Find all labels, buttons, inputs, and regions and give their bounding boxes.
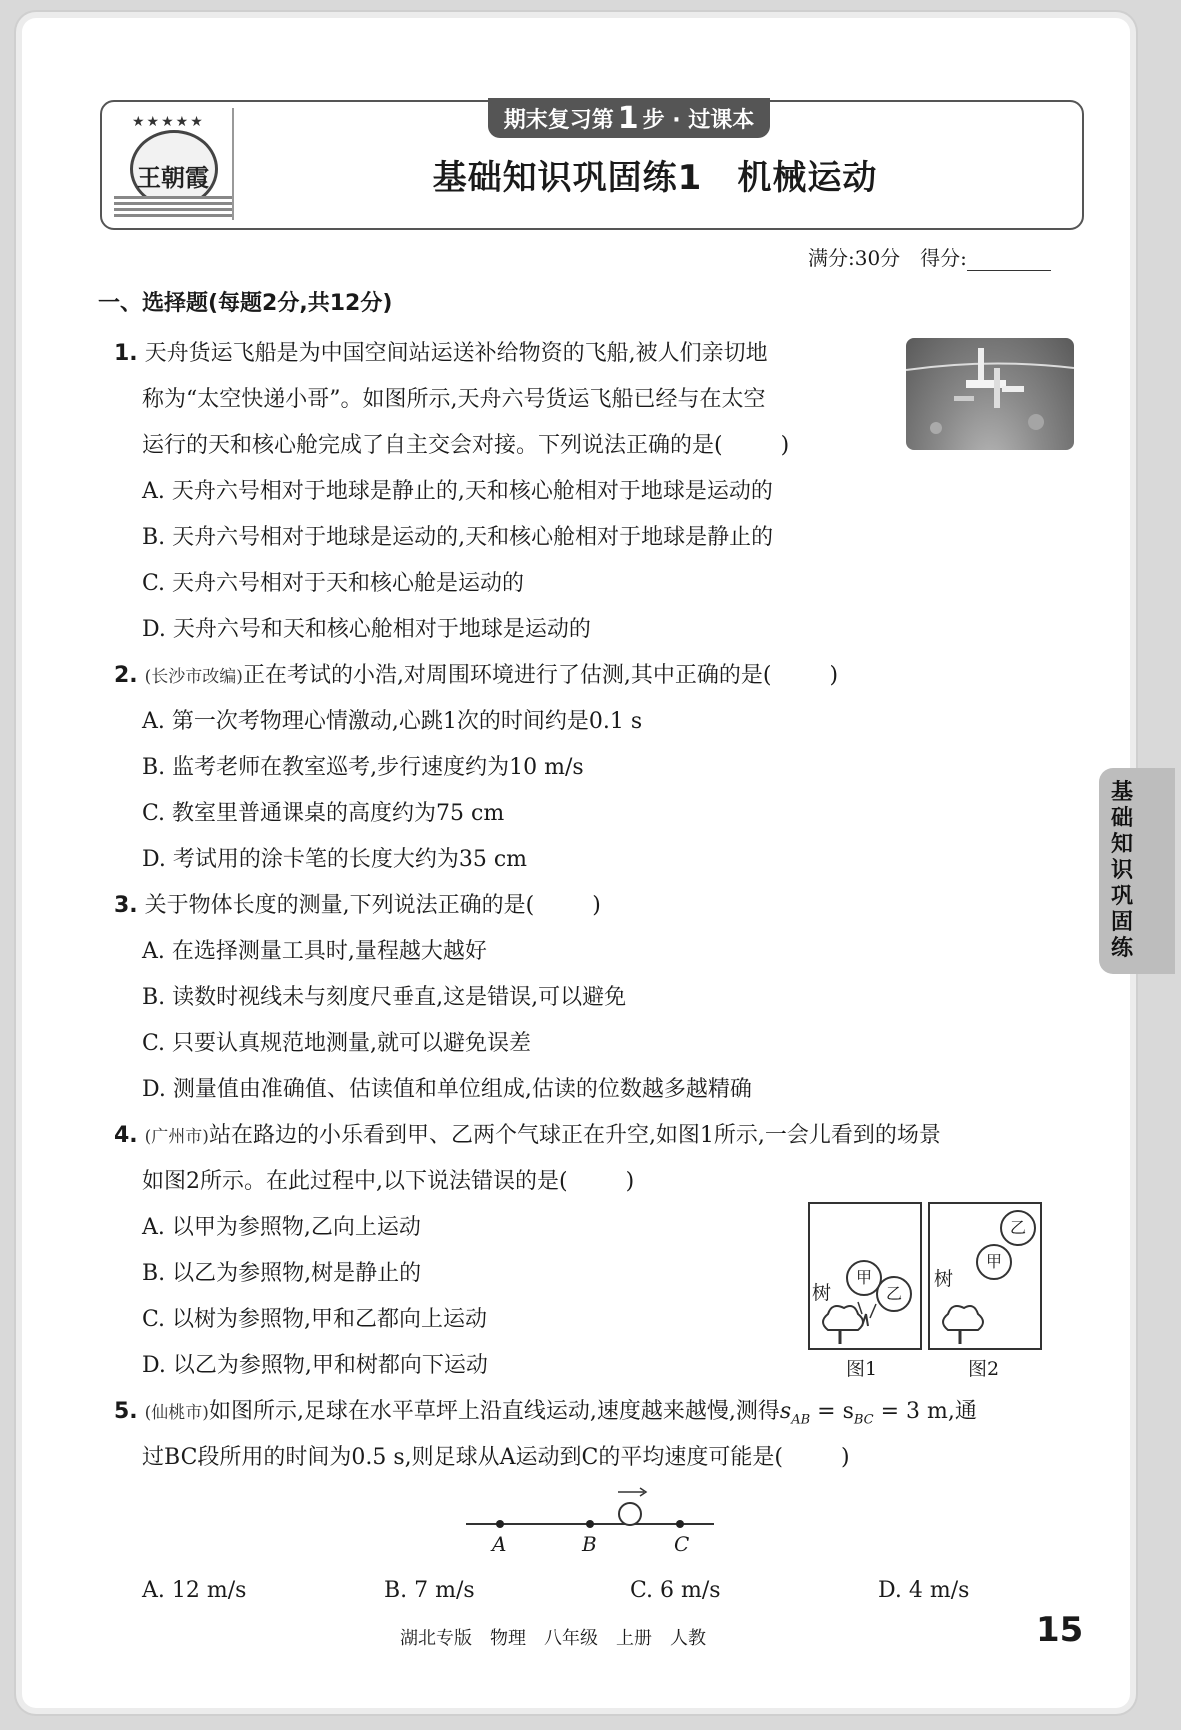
q5-sub-ab: AB [791,1412,811,1428]
step-tab [488,98,770,138]
ball-icon [619,1503,641,1525]
q1-line-1 [114,336,768,367]
q3-option-c: C. 只要认真规范地测量,就可以避免误差 [142,1031,532,1056]
space-station-icon [906,338,1074,450]
tree-icon [814,1294,918,1346]
score-blank[interactable] [967,250,1051,271]
q4-source: (广州市) [144,1127,209,1147]
q3-option-b: B. 读数时视线未与刻度尺垂直,这是错误,可以避免 [142,985,627,1010]
step-suffix: 步 · 过课本 [642,107,755,133]
q5-text-1-end: = 3 m,通 [873,1399,977,1424]
q5-eq: = s [810,1399,854,1424]
q4-option-c: C. 以树为参照物,甲和乙都向上运动 [142,1307,488,1332]
q4-text-2: 如图2所示。在此过程中,以下说法错误的是( [142,1169,568,1194]
q4-option-b: B. 以乙为参照物,树是静止的 [142,1261,422,1286]
score-line [808,242,1051,271]
side-tab-label: 基础知识巩固练 [1110,780,1133,961]
q2-number: 2. [114,663,138,688]
section-title: 一、选择题(每题2分,共12分) [98,291,393,316]
q5-option-a: A. 12 m/s [142,1578,247,1603]
q1-text-1: 天舟货运飞船是为中国空间站运送补给物资的飞船,被人们亲切地 [144,341,768,366]
q5-option-c: C. 6 m/s [630,1578,721,1603]
q2-option-a: A. 第一次考物理心情激动,心跳1次的时间约是0.1 s [142,709,643,734]
balloon-jia: 甲 [976,1244,1012,1280]
figure-1-caption: 图1 [846,1358,878,1380]
q1-option-b: B. 天舟六号相对于地球是运动的,天和核心舱相对于地球是静止的 [142,525,774,550]
score-text: 满分:30分 得分: [808,246,967,270]
q2-option-b: B. 监考老师在教室巡考,步行速度约为10 m/s [142,755,584,780]
tree-label: 树 [812,1282,832,1304]
q5-number: 5. [114,1399,138,1424]
figure-1-panel [808,1202,922,1350]
balloon-jia: 甲 [846,1260,882,1296]
q3-number: 3. [114,893,138,918]
q5-line-2: 过BC段所用的时间为0.5 s,则足球从A运动到C的平均速度可能是( ) [142,1445,850,1470]
q4-text-1: 站在路边的小乐看到甲、乙两个气球正在升空,如图1所示,一会儿看到的场景 [208,1123,941,1148]
logo-stripes-icon [114,196,232,218]
q2-line-1: 2. (长沙市改编)正在考试的小浩,对周围环境进行了估测,其中正确的是( ) [114,663,839,688]
q3-option-a: A. 在选择测量工具时,量程越大越好 [142,939,487,964]
footer-info: 湖北专版 物理 八年级 上册 人教 [400,1628,706,1649]
tree-icon [934,1294,1038,1346]
step-prefix: 期末复习第 [503,107,614,133]
logo-text: 王朝霞 [137,164,209,192]
q5-option-b: B. 7 m/s [384,1578,475,1603]
q2-stem: 正在考试的小浩,对周围环境进行了估测,其中正确的是( [242,663,772,688]
space-station-photo [906,338,1074,450]
q3-option-d: D. 测量值由准确值、估读值和单位组成,估读的位数越多越精确 [142,1077,752,1102]
balloon-yi: 乙 [1000,1210,1036,1246]
balloon-yi: 乙 [876,1276,912,1312]
q5-option-d: D. 4 m/s [878,1578,970,1603]
tree-label: 树 [934,1268,954,1290]
q1-option-d: D. 天舟六号和天和核心舱相对于地球是运动的 [142,617,591,642]
q1-text-3: 运行的天和核心舱完成了自主交会对接。下列说法正确的是( [142,433,723,458]
q2-option-d: D. 考试用的涂卡笔的长度大约为35 cm [142,847,528,872]
q5-var-s: s [779,1399,792,1424]
q4-line-1 [114,1118,941,1149]
q4-line-2: 如图2所示。在此过程中,以下说法错误的是( ) [142,1169,635,1194]
q1-option-c: C. 天舟六号相对于天和核心舱是运动的 [142,571,525,596]
q5-sub-bc: BC [853,1412,874,1428]
q5-line-1 [114,1394,977,1427]
q5-source: (仙桃市) [144,1403,209,1423]
page-number: 15 [1036,1610,1084,1650]
step-number: 1 [617,100,639,136]
publisher-logo [114,108,234,220]
point-a-label: A [492,1532,507,1556]
point-b-label: B [582,1532,597,1556]
q4-number: 4. [114,1123,138,1148]
q4-option-d: D. 以乙为参照物,甲和树都向下运动 [142,1353,488,1378]
q1-number: 1. [114,341,138,366]
q5-text-2: 过BC段所用的时间为0.5 s,则足球从A运动到C的平均速度可能是( [142,1445,783,1470]
point-c-label: C [674,1532,690,1556]
q1-line-2: 称为“太空快递小哥”。如图所示,天舟六号货运飞船已经与在太空 [142,387,766,412]
q4-option-a: A. 以甲为参照物,乙向上运动 [142,1215,421,1240]
q1-line-3: 运行的天和核心舱完成了自主交会对接。下列说法正确的是( ) [142,433,790,458]
q2-source: (长沙市改编) [144,667,243,687]
figure-2-panel [928,1202,1042,1350]
q3-stem: 关于物体长度的测量,下列说法正确的是( [144,893,535,918]
q5-text-1: 如图所示,足球在水平草坪上沿直线运动,速度越来越慢,测得 [208,1399,780,1424]
q3-line-1: 3. 关于物体长度的测量,下列说法正确的是( ) [114,893,601,918]
figure-2-caption: 图2 [968,1358,1000,1380]
q2-option-c: C. 教室里普通课桌的高度约为75 cm [142,801,505,826]
logo-stars-icon: ★★★★★ [132,114,205,130]
page-title: 基础知识巩固练1 机械运动 [432,158,878,198]
q1-option-a: A. 天舟六号相对于地球是静止的,天和核心舱相对于地球是运动的 [142,479,773,504]
